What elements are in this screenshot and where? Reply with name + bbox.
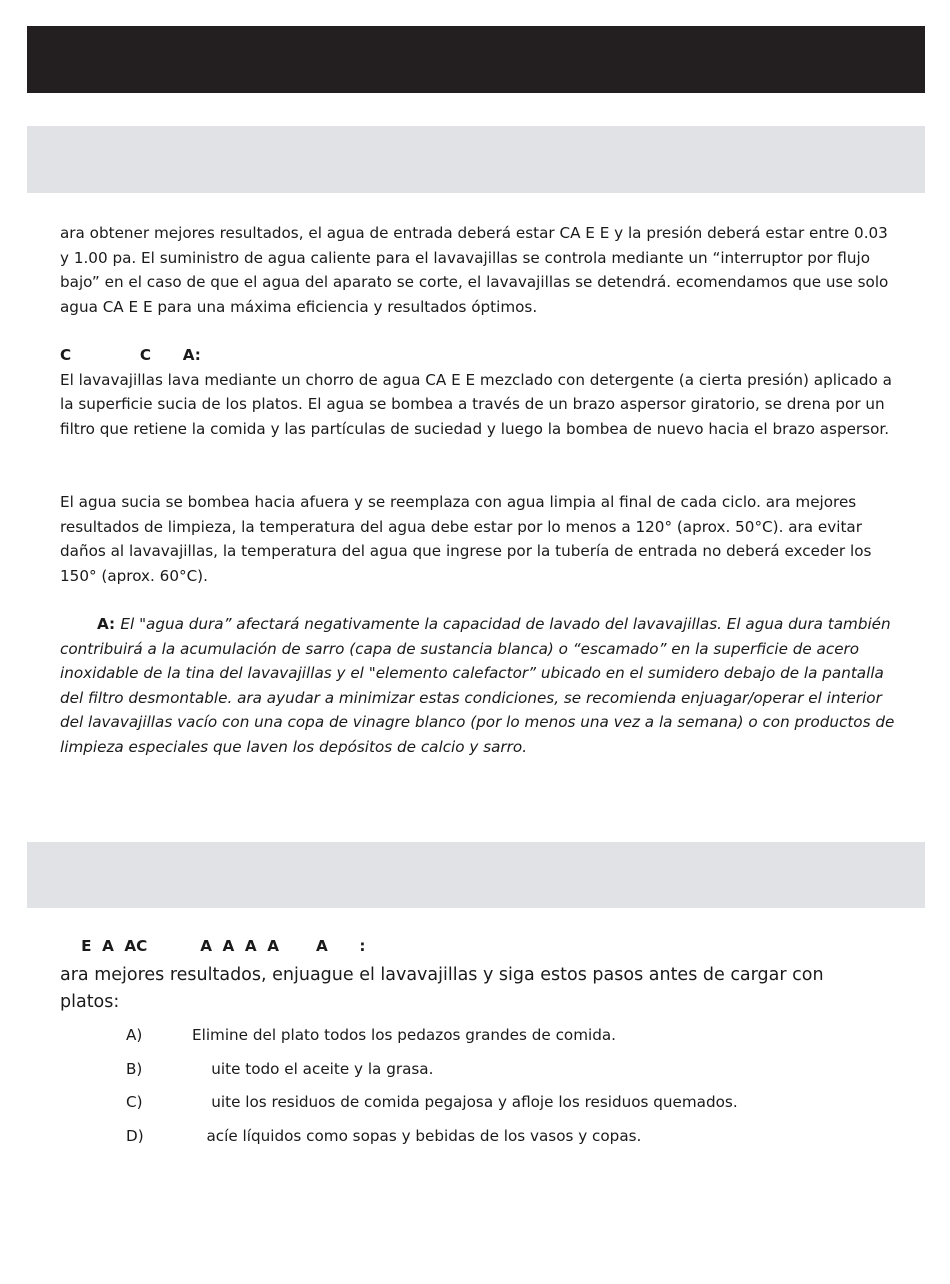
operation-paragraph-1: El lavavajillas lava mediante un chorro de agua CA E E mezclado con detergente (a cierta presión) aplicado a la superficie sucia de los platos. El agua se bombea a través de un brazo aspersor giratorio, se drena por un filtro que retiene la comida y las partículas de suciedad y luego la bombea de nuevo hacia el brazo aspersor. [60,370,892,438]
step-letter: B) [126,1059,143,1078]
section-title-band [27,126,925,193]
preparation-heading: E A AC A A A A A : [60,937,366,955]
list-item [126,1056,886,1090]
operation-section [60,343,900,441]
step-letter: C) [126,1093,143,1111]
operation-heading: C C A: [60,346,201,364]
preparation-steps-list [126,1022,886,1156]
step-text: uite todo el aceite y la grasa. [192,1059,434,1078]
step-text: Elimine del plato todos los pedazos grandes de comida. [192,1026,617,1044]
step-text: acíe líquidos como sopas y bebidas de los vasos y copas. [192,1126,642,1145]
section-title-band-2 [27,842,925,908]
header-bar [27,26,925,93]
operation-paragraph-2: El agua sucia se bombea hacia afuera y se reemplaza con agua limpia al final de cada ciclo. ara mejores resultados de limpieza, la temperatura del agua debe estar por lo menos a 120° (aprox. 50°C). ara evitar daños al lavavajillas, la temperatura del agua que ingrese por la tubería de entrada no deberá exceder los 150° (aprox. 60°C). [60,493,872,585]
list-item [126,1089,886,1123]
note-label: A: [60,615,121,633]
note-text: El "agua dura” afectará negativamente la capacidad de lavado del lavavajillas. El agua dura también contribuirá a la acumulación de sarro (capa de sustancia blanca) o “escamado” en la superficie de acero inoxidable de la tina del lavavajillas y el "elemento calefactor” ubicado en el sumidero debajo de la pantalla del filtro desmontable. ara ayudar a minimizar estas condiciones, se recomienda enjuagar/operar el interior del lavavajillas vacío con una copa de vinagre blanco (por lo menos una vez a la semana) o con productos de limpieza especiales que laven los depósitos de calcio y sarro. [60,615,895,756]
step-text: uite los residuos de comida pegajosa y afloje los residuos quemados. [192,1093,738,1111]
list-item [126,1022,886,1056]
step-letter: D) [126,1126,144,1145]
list-item [126,1123,886,1157]
water-supply-paragraph: ara obtener mejores resultados, el agua de entrada deberá estar CA E E y la presión deberá estar entre 0.03 y 1.00 pa. El suministro de agua caliente para el lavavajillas se controla mediante un “interruptor por flujo bajo” en el caso de que el agua del aparato se corte, el lavavajillas se detendrá. ecomendamos que use solo agua CA E E para una máxima eficiencia y resultados óptimos. [60,224,889,316]
hard-water-note [60,612,900,759]
preparation-intro: ara mejores resultados, enjuague el lavavajillas y siga estos pasos antes de cargar con platos: [60,965,824,1012]
step-letter: A) [126,1026,143,1044]
